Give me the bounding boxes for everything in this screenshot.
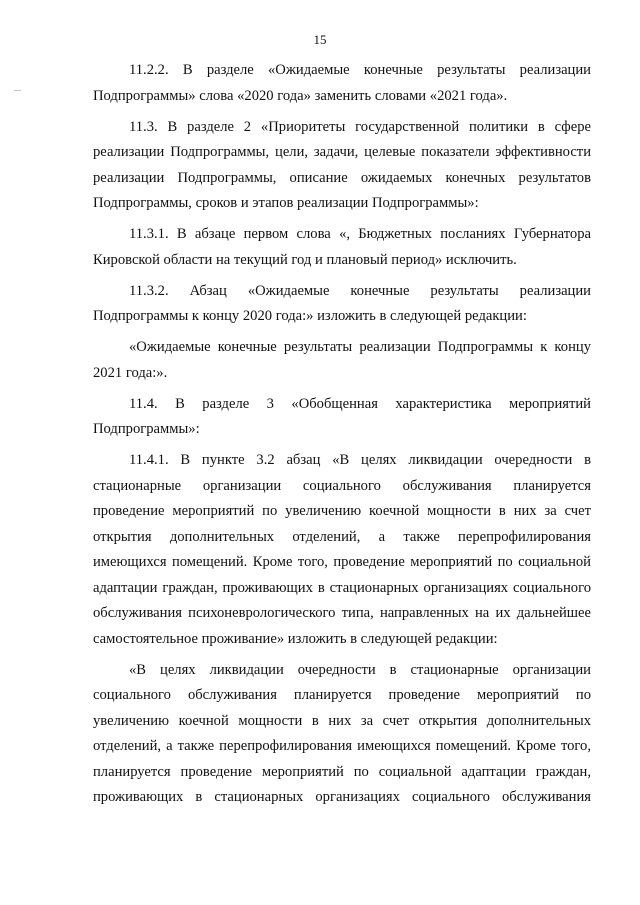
paragraph-quote-results: «Ожидаемые конечные результаты реализации Подпрограммы к концу 2021 года:». <box>93 339 591 381</box>
margin-mark <box>14 90 21 91</box>
paragraph-11-4-1: 11.4.1. В пункте 3.2 абзац «В целях ликвидации очередности в стационарные организации социального обслуживания планируется проведение мероприятий по увеличению коечной мощности в них за счет открытия дополнительных отделений, а также перепрофилирования имеющихся помещений. Кроме того, проведение мероприятий по социальной адаптации граждан, проживающих в стационарных организациях социального обслуживания психоневрологического типа, направленных на их дальнейшее самостоятельное проживание» изложить в следующей редакции: <box>93 452 591 647</box>
paragraph-11-3: 11.3. В разделе 2 «Приоритеты государственной политики в сфере реализации Подпрограммы, цели, задачи, целевые показатели эффективности реализации Подпрограммы, описание ожидаемых конечных результатов Подпрограммы, сроков и этапов реализации Подпрограммы»: <box>93 118 591 211</box>
paragraph-11-3-1: 11.3.1. В абзаце первом слова «, Бюджетных посланиях Губернатора Кировской области на текущий год и плановый период» исключить. <box>93 226 591 268</box>
paragraph-quote-new-text: «В целях ликвидации очередности в стационарные организации социального обслуживания планируется проведение мероприятий по увеличению коечной мощности в них за счет открытия дополнительных отделений, а также перепрофилирования имеющихся помещений. Кроме того, планируется проведение мероприятий по социальной адаптации граждан, проживающих в стационарных организациях социального обслуживания <box>93 661 591 805</box>
paragraph-11-2-2: 11.2.2. В разделе «Ожидаемые конечные результаты реализации Подпрограммы» слова «2020 года» заменить словами «2021 года». <box>93 62 591 104</box>
document-body <box>93 58 591 811</box>
paragraph-11-3-2: 11.3.2. Абзац «Ожидаемые конечные результаты реализации Подпрограммы к концу 2020 года:» изложить в следующей редакции: <box>93 282 591 324</box>
page-number: 15 <box>313 32 327 47</box>
paragraph-11-4: 11.4. В разделе 3 «Обобщенная характеристика мероприятий Подпрограммы»: <box>93 395 591 437</box>
